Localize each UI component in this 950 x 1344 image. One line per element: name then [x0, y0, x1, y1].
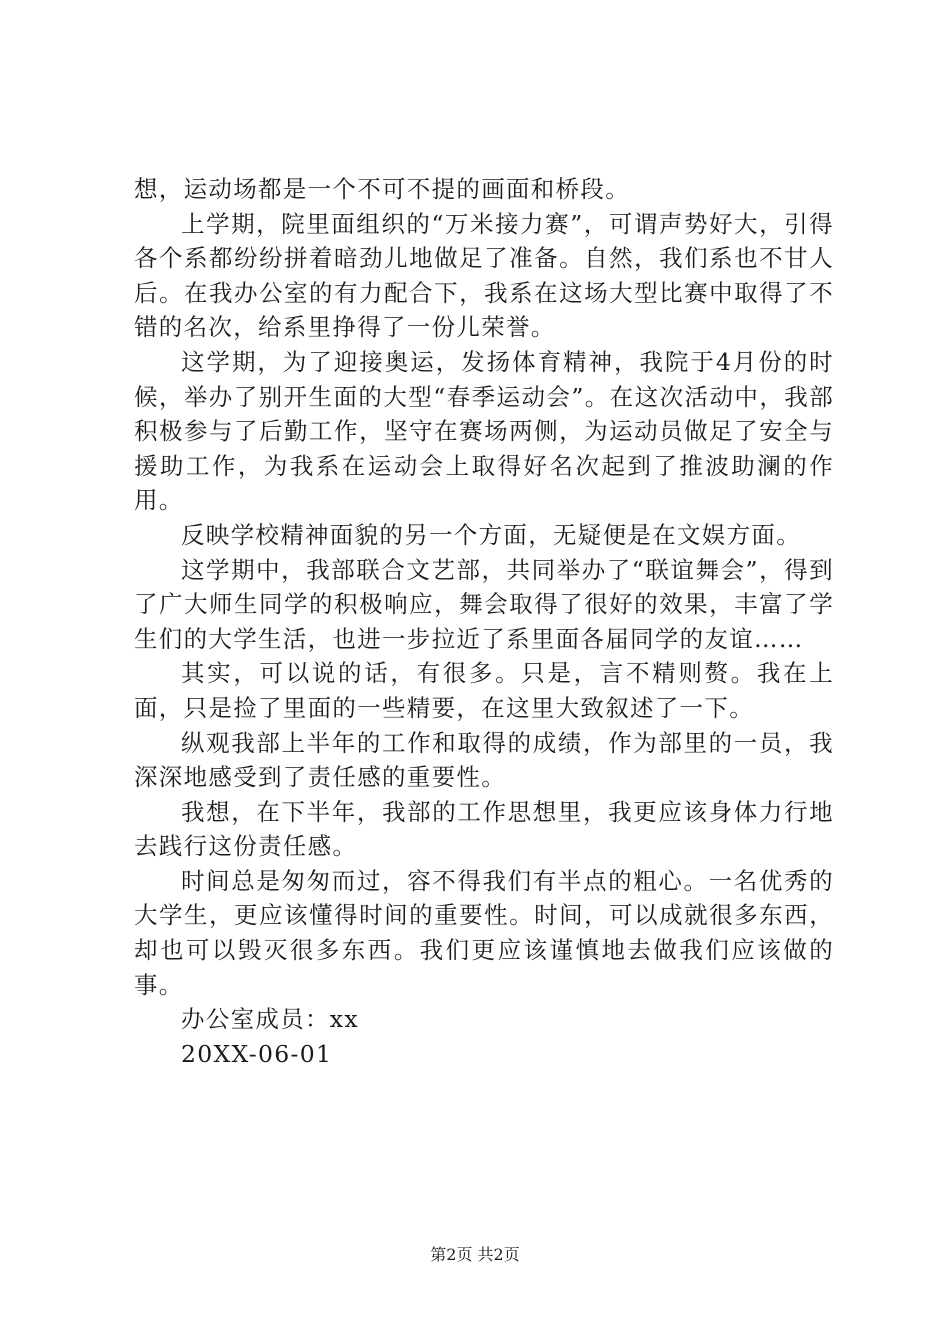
document-body — [134, 172, 834, 1071]
signature-name: 办公室成员：xx — [181, 1005, 359, 1034]
paragraph-9: 时间总是匆匆而过，容不得我们有半点的粗心。一名优秀的大学生，更应该懂得时间的重要性。时间，可以成就很多东西，却也可以毁灭很多东西。我们更应该谨慎地去做我们应该做的事。 — [134, 866, 834, 999]
paragraph-3: 这学期，为了迎接奥运，发扬体育精神，我院于4月份的时候，举办了别开生面的大型“春季运动会”。在这次活动中，我部积极参与了后勤工作，坚守在赛场两侧，为运动员做足了安全与援助工作，为我系在运动会上取得好名次起到了推波助澜的作用。 — [134, 347, 834, 515]
paragraph-8: 我想，在下半年，我部的工作思想里，我更应该身体力行地去践行这份责任感。 — [134, 797, 834, 861]
signature-date: 20XX-06-01 — [181, 1039, 333, 1068]
paragraph-4: 反映学校精神面貌的另一个方面，无疑便是在文娱方面。 — [181, 520, 801, 549]
paragraph-6: 其实，可以说的话，有很多。只是，言不精则赘。我在上面，只是捡了里面的一些精要，在这里大致叙述了一下。 — [134, 659, 834, 722]
paragraph-5: 这学期中，我部联合文艺部，共同举办了“联谊舞会”，得到了广大师生同学的积极响应，舞会取得了很好的效果，丰富了学生们的大学生活，也进一步拉近了系里面各届同学的友谊…… — [134, 555, 834, 653]
paragraph-7: 纵观我部上半年的工作和取得的成绩，作为部里的一员，我深深地感受到了责任感的重要性。 — [134, 728, 834, 792]
paragraph-1: 想，运动场都是一个不可不提的画面和桥段。 — [134, 175, 630, 203]
paragraph-2: 上学期，院里面组织的“万米接力赛”，可谓声势好大，引得各个系都纷纷拼着暗劲儿地做足了准备。自然，我们系也不甘人后。在我办公室的有力配合下，我系在这场大型比赛中取得了不错的名次，给系里挣得了一份儿荣誉。 — [134, 209, 834, 342]
page-number-footer: 第2页 共2页 — [430, 1245, 520, 1264]
